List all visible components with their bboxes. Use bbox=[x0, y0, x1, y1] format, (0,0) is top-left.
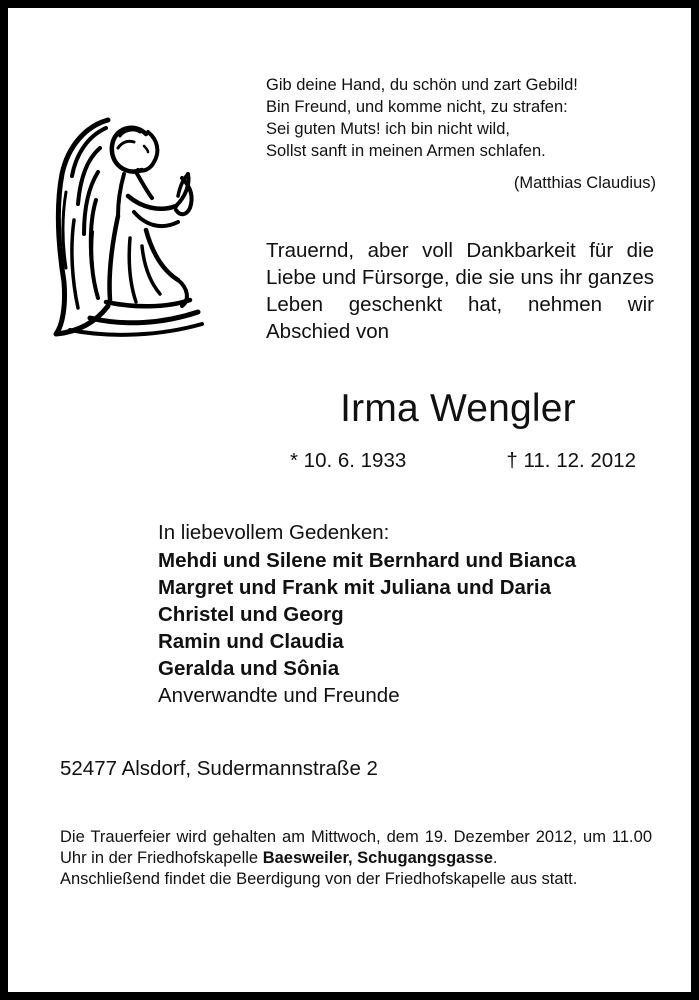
service-text-end: . bbox=[492, 849, 498, 867]
praying-angel-icon bbox=[50, 112, 206, 340]
funeral-service-info bbox=[60, 827, 652, 869]
poem-line: Sei guten Muts! ich bin nicht wild, bbox=[266, 120, 510, 138]
service-text: Die Trauerfeier wird gehalten am Mittwoch, dem 19. Dezember 2012, um 11.00 Uhr in der Friedhofskapelle bbox=[60, 828, 652, 867]
poem-line: Gib deine Hand, du schön und zart Gebild! bbox=[266, 76, 578, 94]
deceased-name: Irma Wengler bbox=[340, 387, 576, 430]
poem-line: Bin Freund, und komme nicht, zu strafen: bbox=[266, 98, 568, 116]
poem bbox=[266, 74, 658, 162]
mourners-lead: In liebevollem Gedenken: bbox=[158, 521, 390, 544]
mourner-family: Mehdi und Silene mit Bernhard und Bianca bbox=[158, 549, 577, 572]
birth-date: * 10. 6. 1933 bbox=[290, 449, 407, 472]
mourners-others: Anverwandte und Freunde bbox=[158, 684, 400, 707]
intro-text: Trauernd, aber voll Dankbarkeit für die Liebe und Fürsorge, die sie uns ihr ganzes Leben geschenkt hat, nehmen wir Abschied von bbox=[266, 239, 654, 343]
mourner-family: Geralda und Sônia bbox=[158, 657, 340, 680]
family-address: 52477 Alsdorf, Sudermannstraße 2 bbox=[60, 757, 378, 780]
service-location: Baesweiler, Schugangsgasse bbox=[262, 849, 493, 867]
mourner-family: Margret und Frank mit Juliana und Daria bbox=[158, 576, 551, 599]
poem-line: Sollst sanft in meinen Armen schlafen. bbox=[266, 142, 546, 160]
mourner-family: Christel und Georg bbox=[158, 603, 344, 626]
mourner-family: Ramin und Claudia bbox=[158, 630, 344, 653]
burial-info: Anschließend findet die Beerdigung von der Friedhofskapelle aus statt. bbox=[60, 870, 578, 888]
poem-author: (Matthias Claudius) bbox=[513, 174, 656, 192]
funeral-notice bbox=[60, 827, 652, 890]
death-date: † 11. 12. 2012 bbox=[506, 449, 636, 472]
mourners-list bbox=[158, 519, 678, 709]
